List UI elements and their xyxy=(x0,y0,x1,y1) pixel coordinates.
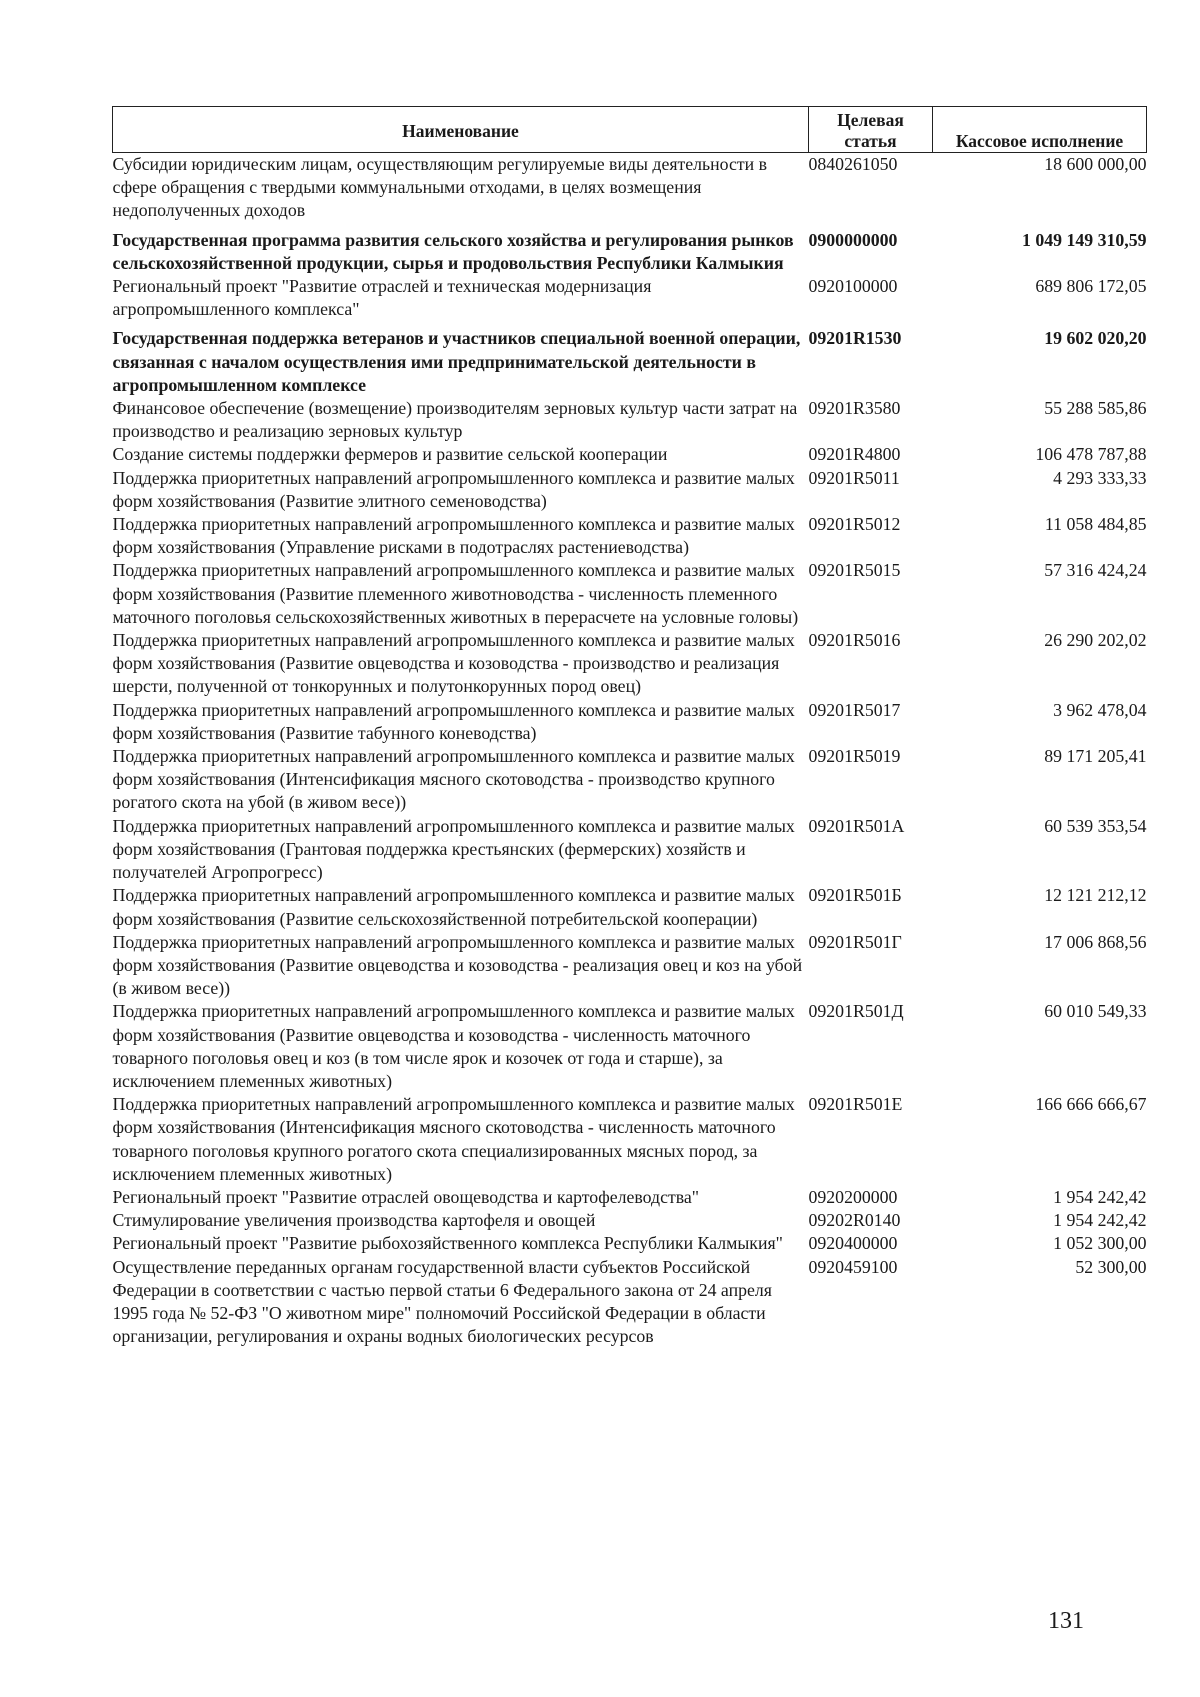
table-row xyxy=(113,223,1147,275)
table-row xyxy=(113,513,1147,559)
row-code: 0920100000 xyxy=(808,276,898,297)
table-row xyxy=(113,443,1147,466)
table-row xyxy=(113,321,1147,397)
table-row xyxy=(113,1256,1147,1349)
row-amount: 166 666 666,67 xyxy=(1035,1094,1147,1115)
row-amount: 60 010 549,33 xyxy=(1044,1001,1147,1022)
row-amount: 1 049 149 310,59 xyxy=(1022,229,1147,250)
row-amount: 57 316 424,24 xyxy=(1044,560,1147,581)
row-name: Стимулирование увеличения производства картофеля и овощей xyxy=(112,1210,596,1231)
row-code: 09201R501Б xyxy=(808,885,902,906)
row-code: 09201R501Г xyxy=(808,931,902,952)
row-amount: 106 478 787,88 xyxy=(1035,444,1147,465)
row-amount: 11 058 484,85 xyxy=(1044,514,1147,535)
row-code: 09201R4800 xyxy=(808,444,901,465)
row-amount: 52 300,00 xyxy=(1075,1256,1147,1277)
table-row xyxy=(113,1209,1147,1232)
row-name: Поддержка приоритетных направлений агропромышленного комплекса и развитие малых форм хозяйствования (Развитие овцеводства и козоводства - реализация овец и коз на убой (в живом весе)) xyxy=(112,931,803,999)
row-amount: 1 954 242,42 xyxy=(1053,1210,1147,1231)
header-name: Наименование xyxy=(113,107,809,153)
row-name: Поддержка приоритетных направлений агропромышленного комплекса и развитие малых форм хозяйствования (Развитие овцеводства и козоводства - численность маточного товарного поголовья овец и коз (в том числе ярок и козочек от года и старше), за исключением племенных животных) xyxy=(112,1001,795,1091)
row-name: Региональный проект "Развитие отраслей овощеводства и картофелеводства" xyxy=(112,1186,700,1207)
row-amount: 1 052 300,00 xyxy=(1053,1233,1147,1254)
table-row xyxy=(113,559,1147,629)
row-amount: 60 539 353,54 xyxy=(1044,815,1147,836)
row-code: 09201R501A xyxy=(808,815,905,836)
row-code: 0920459100 xyxy=(808,1256,898,1277)
row-amount: 26 290 202,02 xyxy=(1044,630,1147,651)
row-amount: 12 121 212,12 xyxy=(1044,885,1147,906)
row-code: 09201R5019 xyxy=(808,746,901,767)
row-amount: 19 602 020,20 xyxy=(1044,328,1147,349)
row-code: 09201R1530 xyxy=(808,328,902,349)
table-row xyxy=(113,153,1147,223)
row-name: Государственная поддержка ветеранов и участников специальной военной операции, связанная с началом осуществления ими предпринимательской деятельности в агропромышленном комплексе xyxy=(112,328,801,395)
row-name: Поддержка приоритетных направлений агропромышленного комплекса и развитие малых форм хозяйствования (Развитие племенного животноводства - численность племенного маточного поголовья сельскохозяйственных животных в перерасчете на условные головы) xyxy=(112,560,799,627)
row-name: Осуществление переданных органам государственной власти субъектов Российской Федерации в соответствии с частью первой статьи 6 Федерального закона от 24 апреля 1995 года № 52-ФЗ "О животном мире" полномочий Российской Федерации в области организации, регулирования и охраны водных биологических ресурсов xyxy=(112,1256,772,1347)
table-row xyxy=(113,1232,1147,1255)
row-name: Поддержка приоритетных направлений агропромышленного комплекса и развитие малых форм хозяйствования (Развитие табунного коневодства) xyxy=(112,699,795,743)
row-amount: 55 288 585,86 xyxy=(1044,398,1147,419)
row-name: Поддержка приоритетных направлений агропромышленного комплекса и развитие малых форм хозяйствования (Интенсификация мясного скотоводства - численность маточного товарного поголовья крупного рогатого скота специализированных мясных пород, за исключением племенных животных) xyxy=(112,1094,795,1184)
row-code: 0920200000 xyxy=(808,1186,898,1207)
row-code: 09201R5011 xyxy=(808,467,900,488)
table-row xyxy=(113,467,1147,513)
row-amount: 3 962 478,04 xyxy=(1053,699,1147,720)
row-code: 0900000000 xyxy=(808,229,898,250)
row-amount: 1 954 242,42 xyxy=(1053,1186,1147,1207)
table-row xyxy=(113,1000,1147,1093)
row-name: Финансовое обеспечение (возмещение) производителям зерновых культур части затрат на производство и реализацию зерновых культур xyxy=(112,398,798,442)
table-row xyxy=(113,1186,1147,1209)
row-name: Поддержка приоритетных направлений агропромышленного комплекса и развитие малых форм хозяйствования (Развитие овцеводства и козоводства - производство и реализация шерсти, полученной от тонкорунных и полутонкорунных пород овец) xyxy=(112,630,795,697)
row-name: Поддержка приоритетных направлений агропромышленного комплекса и развитие малых форм хозяйствования (Управление рисками в подотраслях растениеводства) xyxy=(112,514,795,558)
table-body xyxy=(113,153,1147,1349)
table-row xyxy=(113,1093,1147,1186)
row-name: Поддержка приоритетных направлений агропромышленного комплекса и развитие малых форм хозяйствования (Интенсификация мясного скотоводства - производство крупного рогатого скота на убой (в живом весе)) xyxy=(112,746,795,813)
row-code: 0840261050 xyxy=(808,154,898,174)
table-row xyxy=(113,397,1147,443)
row-amount: 89 171 205,41 xyxy=(1044,746,1147,767)
table-row xyxy=(113,275,1147,321)
header-code: Целевая статья xyxy=(809,107,933,153)
table-row xyxy=(113,745,1147,815)
row-code: 09201R5016 xyxy=(808,630,901,651)
table-header xyxy=(113,107,1147,153)
header-amount: Кассовое исполнение xyxy=(933,107,1147,153)
row-name: Государственная программа развития сельского хозяйства и регулирования рынков сельскохозяйственной продукции, сырья и продовольствия Республики Калмыкия xyxy=(112,229,794,273)
row-code: 09202R0140 xyxy=(808,1210,901,1231)
row-name: Поддержка приоритетных направлений агропромышленного комплекса и развитие малых форм хозяйствования (Развитие сельскохозяйственной потребительской кооперации) xyxy=(112,885,795,929)
row-code: 09201R3580 xyxy=(808,398,901,419)
row-name: Поддержка приоритетных направлений агропромышленного комплекса и развитие малых форм хозяйствования (Грантовая поддержка крестьянских (фермерских) хозяйств и получателей Агропрогресс) xyxy=(112,815,795,883)
table-row xyxy=(113,815,1147,885)
row-code: 09201R501E xyxy=(808,1094,903,1115)
row-code: 09201R501Д xyxy=(808,1001,904,1022)
table-row xyxy=(113,884,1147,930)
row-amount: 17 006 868,56 xyxy=(1044,931,1147,952)
row-code: 09201R5017 xyxy=(808,699,901,720)
row-code: 0920400000 xyxy=(808,1233,898,1254)
row-code: 09201R5015 xyxy=(808,560,901,581)
row-amount: 689 806 172,05 xyxy=(1035,276,1147,297)
row-name: Субсидии юридическим лицам, осуществляющим регулируемые виды деятельности в сфере обращения с твердыми коммунальными отходами, в целях возмещения недополученных доходов xyxy=(112,154,768,221)
table-row xyxy=(113,931,1147,1001)
row-amount: 4 293 333,33 xyxy=(1053,467,1147,488)
budget-table xyxy=(112,106,1147,1348)
table-row xyxy=(113,629,1147,699)
row-name: Региональный проект "Развитие отраслей и техническая модернизация агропромышленного комплекса" xyxy=(112,276,652,320)
row-amount: 18 600 000,00 xyxy=(1044,154,1147,174)
page-number: 131 xyxy=(1048,1608,1084,1634)
row-code: 09201R5012 xyxy=(808,514,901,535)
row-name: Поддержка приоритетных направлений агропромышленного комплекса и развитие малых форм хозяйствования (Развитие элитного семеноводства) xyxy=(112,467,795,511)
row-name: Создание системы поддержки фермеров и развитие сельской кооперации xyxy=(112,444,668,465)
row-name: Региональный проект "Развитие рыбохозяйственного комплекса Республики Калмыкия" xyxy=(112,1233,783,1254)
table-row xyxy=(113,699,1147,745)
